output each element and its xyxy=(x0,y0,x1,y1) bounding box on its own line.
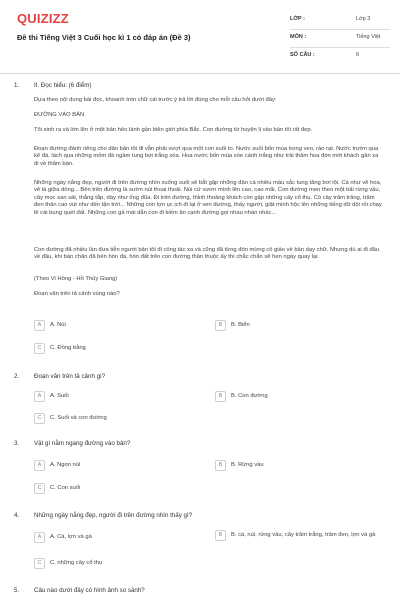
document-title: Đề thi Tiếng Việt 3 Cuối học kì 1 có đáp án (Đề 3) xyxy=(17,33,191,42)
meta-row-count xyxy=(290,48,390,66)
option-letter-box: B xyxy=(215,391,226,402)
option-letter-box: A xyxy=(34,460,45,471)
option-text: B. Biển xyxy=(231,322,250,328)
option-a[interactable] xyxy=(34,532,204,545)
passage-title: ĐƯỜNG VÀO BẢN xyxy=(34,112,85,118)
question-prompt: Đoạn văn trên tả cảnh vùng nào? xyxy=(34,291,120,297)
question-title: Đoạn văn trên tả cảnh gì? xyxy=(34,373,106,380)
meta-value: Tiếng Việt xyxy=(356,34,381,40)
meta-value: 6 xyxy=(356,52,360,58)
option-b[interactable] xyxy=(215,320,385,333)
passage-paragraph: Con đường đã nhiều lần đưa tiễn người bản tôi đi công tác xa và cũng đã từng đón mừng cô giáo về bản dạy chữ. Nhưng dù ai đi đâu về đâu, khi bàn chân đã bén hòn đá, hòn đất trên con đường thân thuộc ấy thì chắc chắn sẽ hẹn ngày quay lại. xyxy=(34,247,380,261)
option-a[interactable] xyxy=(34,320,204,333)
page-header xyxy=(0,0,400,72)
quizizz-logo[interactable]: QUIZIZZ xyxy=(17,11,69,26)
question-title: Vật gì nằm ngang đường vào bản? xyxy=(34,440,131,447)
option-text: A. Núi xyxy=(50,322,66,328)
meta-row-subject xyxy=(290,30,390,48)
question-number: 4. xyxy=(14,512,20,519)
meta-key: LỚP : xyxy=(290,16,305,22)
meta-value: Lớp 3 xyxy=(356,16,371,22)
option-text: C. Suối và con đường xyxy=(50,415,107,421)
option-letter-box: B xyxy=(215,460,226,471)
option-text: A. Cá, lợn và gà xyxy=(50,534,92,540)
question-number: 3. xyxy=(14,440,20,447)
option-letter-box: B xyxy=(215,320,226,331)
option-text: C. Đồng bằng xyxy=(50,345,86,351)
meta-key: MÔN : xyxy=(290,34,307,40)
header-divider xyxy=(0,73,400,74)
option-text: A. Ngọn núi xyxy=(50,462,81,468)
option-letter-box: B xyxy=(215,530,226,541)
option-text: C. những cây cổ thụ xyxy=(50,560,103,566)
option-text: B. cá, núi, rừng vầu, cây trăm trắng, trăm đen, lợn và gà xyxy=(231,532,376,538)
option-letter-box: A xyxy=(34,532,45,543)
option-text: B. Rừng vầu xyxy=(231,462,264,468)
option-text: A. Suối xyxy=(50,393,69,399)
question-number: 2. xyxy=(14,373,20,380)
option-a[interactable] xyxy=(34,460,204,473)
question-title: II. Đọc hiểu: (6 điểm) xyxy=(34,82,92,89)
passage-source: (Theo Vi Hồng - Hồ Thủy Giang) xyxy=(34,276,118,282)
option-text: B. Con đường xyxy=(231,393,268,399)
passage-paragraph: Tôi sinh ra và lớn lên ở một bản hẻo lánh gần biên giới phía Bắc. Con đường từ huyện lị vào bản tôi rất đẹp. xyxy=(34,127,313,133)
option-b[interactable] xyxy=(215,391,385,404)
option-c[interactable] xyxy=(34,343,204,356)
option-letter-box: A xyxy=(34,391,45,402)
question-number: 5. xyxy=(14,587,20,594)
option-a[interactable] xyxy=(34,391,204,404)
option-letter-box: C xyxy=(34,343,45,354)
option-b[interactable] xyxy=(215,530,385,543)
meta-key: SỐ CÂU : xyxy=(290,52,315,58)
option-text: C. Con suối xyxy=(50,485,81,491)
instruction-text: Dựa theo nội dung bài đọc, khoanh tròn chữ cái trước ý trả lời đúng cho mỗi câu hỏi dưới đây: xyxy=(34,97,277,103)
option-letter-box: C xyxy=(34,413,45,424)
option-c[interactable] xyxy=(34,483,204,496)
option-letter-box: C xyxy=(34,558,45,569)
option-letter-box: A xyxy=(34,320,45,331)
meta-row-class xyxy=(290,12,390,30)
question-title: Những ngày nắng đẹp, người đi trên đường nhìn thấy gì? xyxy=(34,512,193,519)
passage-paragraph: Đoạn đường đánh riêng cho dân bản tôi đi vẫn phải vượt qua một con suối to. Nước suối bốn mùa trong veo, rào rạt. Nước trườn qua kẽ đá, lách qua những mỏm đá ngầm tung bọt trắng xóa. Hoa nước bốn mùa xòe cánh trắng như trải thảm hoa đón mời khách gần xa đi về thăm bản. xyxy=(34,146,379,167)
question-title: Câu nào dưới đây có hình ảnh so sánh? xyxy=(34,587,145,594)
question-number: 1. xyxy=(14,82,20,89)
option-c[interactable] xyxy=(34,558,204,571)
passage-paragraph: Những ngày nắng đẹp, người đi trên đường nhìn xuống suối sẽ bắt gặp những đàn cá nhiều màu sắc tung tăng bơi lội. Cá như vẽ hoa, vẽ lá giữa dòng... Bên trên đường là sườn núi thoai thoải. Núi cứ vươn mình lên cao, cao mãi. Con đường men theo một bãi rừng vầu, cây mọc san sát, thẳng tắp, dày như ống đũa. Đi trên đường, thỉnh thoảng khách còn gặp những cây cổ thụ. Có cây trăm trăng, trăm đen thân cao vút như đến tận trời... Những con lợn ục ịch đi lại ở ven đường, thấy người, giật mình hộc lên những tiếng dữ dội rồi chạy lẽ cái bụng quét đất. Những con gà mái dẫn con đi kiếm ăn cạnh đường gọi nhau nháo nhác... xyxy=(34,180,382,216)
option-b[interactable] xyxy=(215,460,385,473)
option-c[interactable] xyxy=(34,413,204,426)
option-letter-box: C xyxy=(34,483,45,494)
